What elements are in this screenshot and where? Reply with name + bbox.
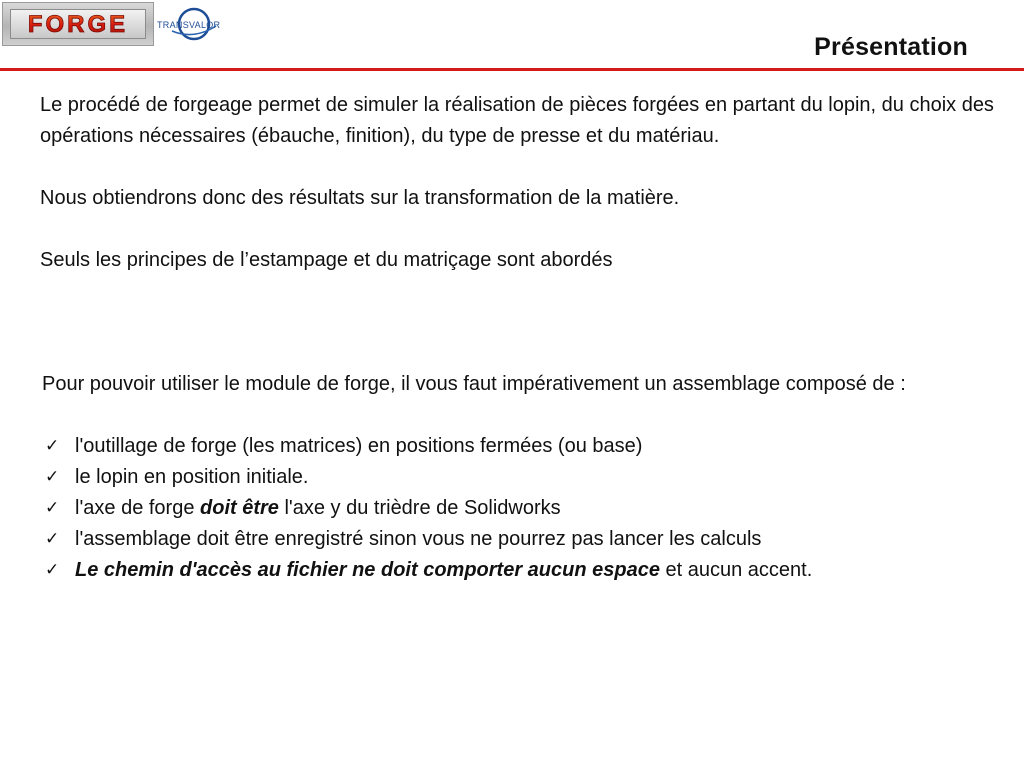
forge-logo-text: FORGE bbox=[27, 12, 129, 36]
list-item bbox=[42, 555, 982, 586]
checkmark-icon: ✓ bbox=[45, 436, 60, 456]
intro-paragraph: Nous obtiendrons donc des résultats sur la transformation de la matière. bbox=[40, 187, 680, 209]
checkmark-icon: ✓ bbox=[45, 498, 60, 518]
checkmark-icon: ✓ bbox=[45, 529, 60, 549]
list-item-text: le lopin en position initiale. bbox=[75, 466, 309, 488]
requirements-list bbox=[42, 431, 982, 586]
transvalor-logo bbox=[154, 4, 242, 46]
list-item-text: l'axe de forge bbox=[75, 497, 201, 519]
list-item-emphasis: doit être bbox=[200, 497, 279, 519]
list-item bbox=[42, 431, 982, 462]
list-item-emphasis: Le chemin d'accès au fichier ne doit comporter aucun espace bbox=[75, 559, 660, 581]
checkmark-icon: ✓ bbox=[45, 467, 60, 487]
forge-logo bbox=[2, 2, 154, 46]
list-item bbox=[42, 493, 982, 524]
requirements-lead: Pour pouvoir utiliser le module de forge, il vous faut impérativement un assemblage composé de : bbox=[42, 373, 906, 395]
list-item bbox=[42, 524, 982, 555]
checkmark-icon: ✓ bbox=[45, 560, 60, 580]
list-item bbox=[42, 462, 982, 493]
list-item-text: l'assemblage doit être enregistré sinon vous ne pourrez pas lancer les calculs bbox=[75, 528, 762, 550]
list-item-text: et aucun accent. bbox=[659, 559, 813, 581]
list-item-text: l'axe y du trièdre de Solidworks bbox=[278, 497, 561, 519]
transvalor-logo-text: TRANSVALOR bbox=[157, 20, 221, 30]
title-divider bbox=[0, 68, 1024, 71]
intro-paragraph: Seuls les principes de l’estampage et du matriçage sont abordés bbox=[40, 249, 613, 271]
list-item-text: l'outillage de forge (les matrices) en positions fermées (ou base) bbox=[75, 435, 643, 457]
page-title: Présentation bbox=[814, 33, 968, 61]
requirements-section bbox=[42, 369, 982, 586]
intro-paragraph: Le procédé de forgeage permet de simuler la réalisation de pièces forgées en partant du lopin, du choix des opérations nécessaires (ébauche, finition), du type de presse et du matériau. bbox=[40, 94, 994, 147]
intro-section bbox=[40, 90, 1000, 276]
